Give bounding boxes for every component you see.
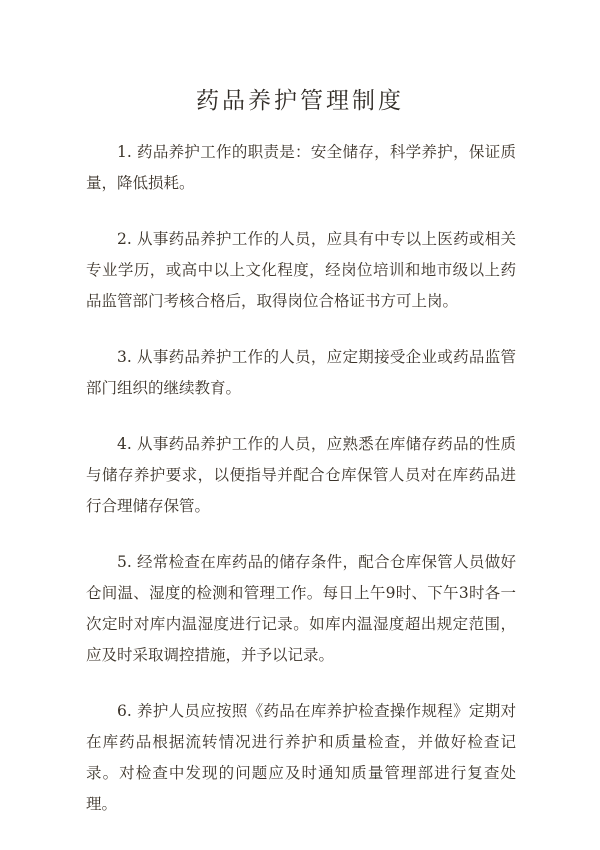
paragraph-2: 2. 从事药品养护工作的人员，应具有中专以上医药或相关专业学历，或高中以上文化程度，经岗位培训和地市级以上药品监管部门考核合格后，取得岗位合格证书方可上岗。 xyxy=(86,230,516,310)
paragraph-4: 4. 从事药品养护工作的人员，应熟悉在库储存药品的性质与储存养护要求，以便指导并配合仓库保管人员对在库药品进行合理储存保管。 xyxy=(86,435,516,515)
document-title: 药品养护管理制度 xyxy=(196,88,404,114)
paragraph-6: 6. 养护人员应按照《药品在库养护检查操作规程》定期对在库药品根据流转情况进行养护和质量检查，并做好检查记录。对检查中发现的问题应及时通知质量管理部进行复查处理。 xyxy=(86,702,516,813)
document-body xyxy=(86,137,516,845)
paragraph-3: 3. 从事药品养护工作的人员，应定期接受企业或药品监管部门组织的继续教育。 xyxy=(86,348,516,397)
paragraph-1: 1. 药品养护工作的职责是：安全储存，科学养护，保证质量，降低损耗。 xyxy=(86,143,516,192)
paragraph-5: 5. 经常检查在库药品的储存条件，配合仓库保管人员做好仓间温、湿度的检测和管理工作。每日上午9时、下午3时各一次定时对库内温湿度进行记录。如库内温湿度超出规定范围，应及时采取调控措施，并予以记录。 xyxy=(86,553,516,664)
